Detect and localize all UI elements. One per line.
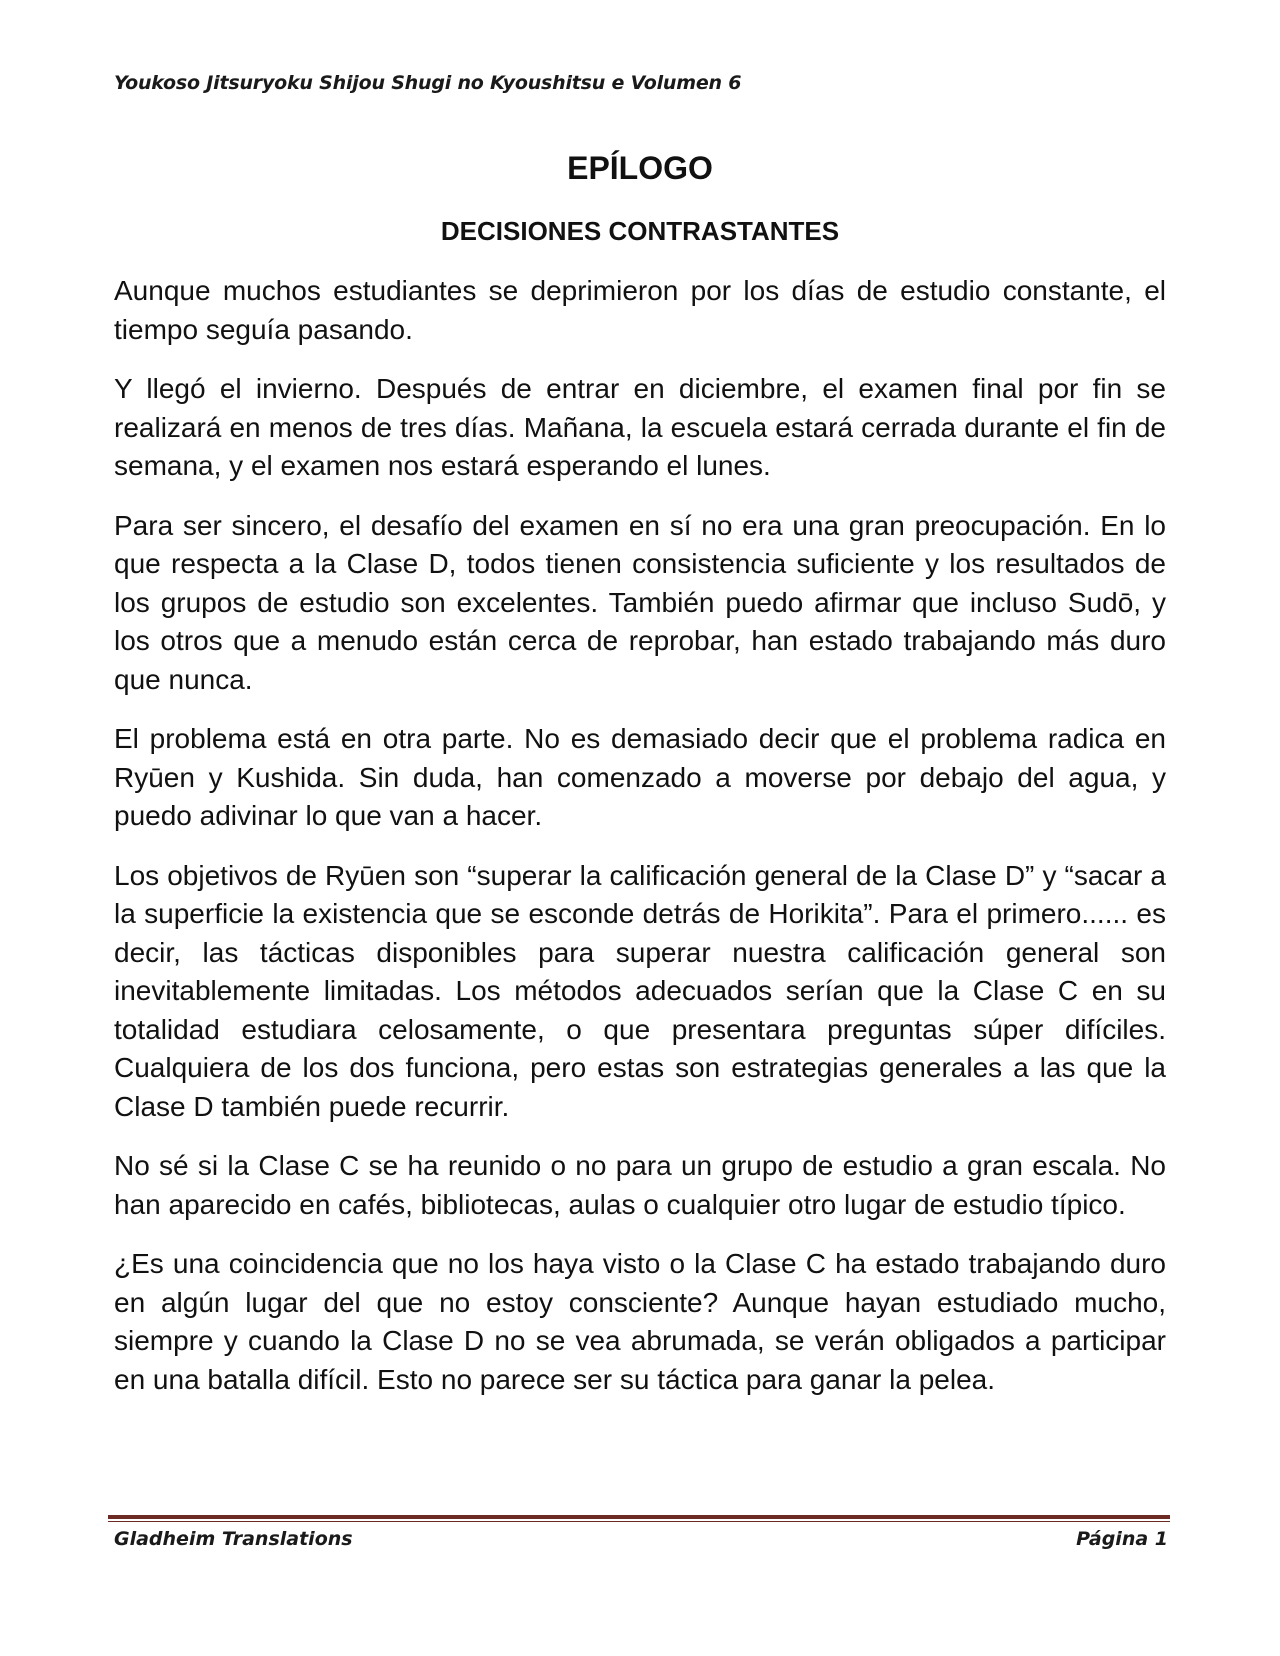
running-header: Youkoso Jitsuryoku Shijou Shugi no Kyoushitsu e Volumen 6 [114,72,742,94]
page-number: Página 1 [1076,1528,1168,1550]
paragraph: ¿Es una coincidencia que no los haya visto o la Clase C ha estado trabajando duro en algún lugar del que no estoy consciente? Aunque hayan estudiado mucho, siempre y cuando la Clase D no se vea abrumada, se verán obligados a participar en una batalla difícil. Esto no parece ser su táctica para ganar la pelea. [114,1248,1166,1395]
paragraph: Y llegó el invierno. Después de entrar en diciembre, el examen final por fin se realizará en menos de tres días. Mañana, la escuela estará cerrada durante el fin de semana, y el examen nos estará esperando el lunes. [114,373,1166,481]
body-text [114,272,1166,1420]
paragraph: El problema está en otra parte. No es demasiado decir que el problema radica en Ryūen y Kushida. Sin duda, han comenzado a moverse por debajo del agua, y puedo adivinar lo que van a hacer. [114,723,1166,831]
footer-divider [108,1515,1170,1522]
chapter-subtitle: DECISIONES CONTRASTANTES [440,216,840,246]
paragraph: No sé si la Clase C se ha reunido o no para un grupo de estudio a gran escala. No han aparecido en cafés, bibliotecas, aulas o cualquier otro lugar de estudio típico. [114,1150,1166,1220]
footer-divider-thin [108,1521,1170,1522]
footer-divider-thick [108,1515,1170,1519]
paragraph: Para ser sincero, el desafío del examen en sí no era una gran preocupación. En lo que respecta a la Clase D, todos tienen consistencia suficiente y los resultados de los grupos de estudio son excelentes. También puedo afirmar que incluso Sudō, y los otros que a menudo están cerca de reprobar, han estado trabajando más duro que nunca. [114,509,1166,695]
chapter-title: EPÍLOGO [567,150,713,186]
paragraph: Los objetivos de Ryūen son “superar la calificación general de la Clase D” y “sacar a la superficie la existencia que se esconde detrás de Horikita”. Para el primero...... es decir, las tácticas disponibles para superar nuestra calificación general son inevitablemente limitadas. Los métodos adecuados serían que la Clase C en su totalidad estudiara celosamente, o que presentara preguntas súper difíciles. Cualquiera de los dos funciona, pero estas son estrategias generales a las que la Clase D también puede recurrir. [114,859,1166,1122]
paragraph: Aunque muchos estudiantes se deprimieron por los días de estudio constante, el tiempo seguía pasando. [114,275,1166,345]
footer-credit: Gladheim Translations [114,1528,353,1550]
